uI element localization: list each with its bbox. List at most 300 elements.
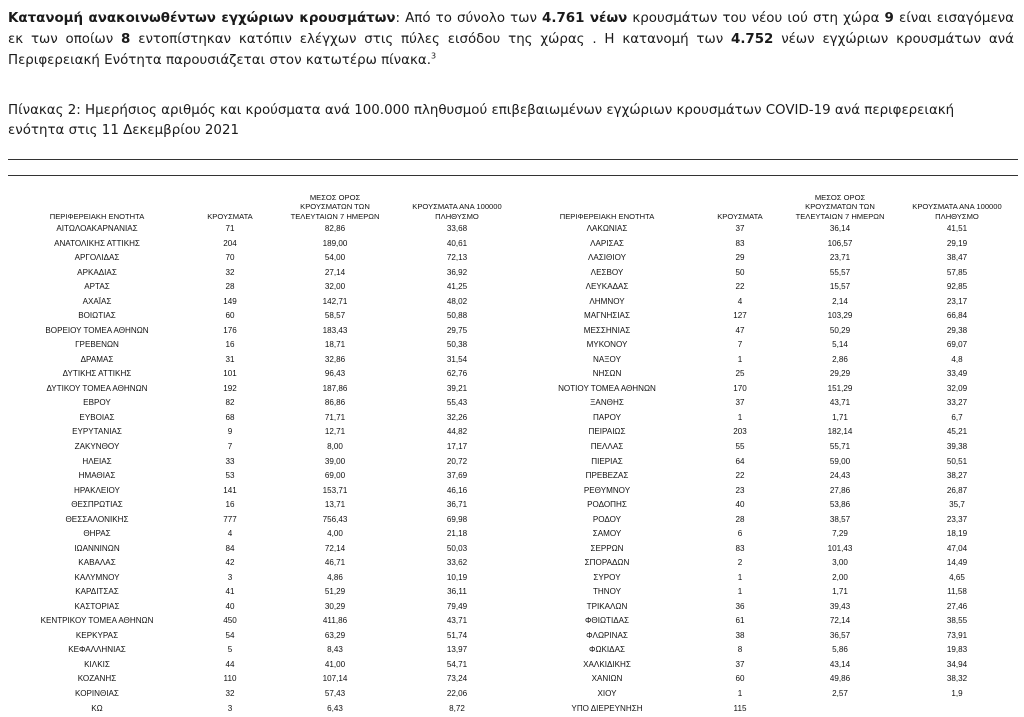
- header-per100k-line: ΠΛΗΘΥΣΜΟ: [435, 211, 479, 221]
- cases-cell: 203: [733, 427, 747, 437]
- cases-cell: 60: [735, 674, 745, 684]
- cases-cell: 40: [225, 601, 235, 611]
- avg7-cell: 2,14: [832, 296, 848, 306]
- region-cell: ΠΕΙΡΑΙΩΣ: [588, 427, 626, 437]
- region-cell: ΚΑΣΤΟΡΙΑΣ: [74, 601, 120, 611]
- top-rule: [8, 159, 1018, 160]
- per100k-cell: 20,72: [446, 456, 468, 466]
- avg7-cell: 18,71: [324, 340, 346, 350]
- avg7-cell: 24,43: [829, 471, 851, 481]
- region-cell: ΘΕΣΠΡΩΤΙΑΣ: [71, 500, 123, 510]
- per100k-cell: 50,03: [446, 543, 468, 553]
- table-caption: Πίνακας 2: Ημερήσιος αριθμός και κρούσματα ανά 100.000 πληθυσμού επιβεβαιωμένων εγχώριων κρουσμάτων COVID-19 ανά περιφερειακή ενότητα στις 11 Δεκεμβρίου 2021: [8, 103, 955, 138]
- region-cell: ΑΡΤΑΣ: [84, 282, 110, 292]
- avg7-cell: 183,43: [322, 325, 348, 335]
- table-row: [8, 222, 1018, 237]
- cases-cell: 149: [223, 296, 237, 306]
- per100k-cell: 23,37: [946, 514, 968, 524]
- intro-text: εντοπίστηκαν κατόπιν ελέγχων στις πύλες εισόδου της χώρας . Η κατανομή των: [130, 32, 732, 47]
- per100k-cell: 44,82: [446, 427, 468, 437]
- header-avg7: [784, 193, 896, 222]
- region-cell: ΘΗΡΑΣ: [83, 529, 111, 539]
- cases-cell: 53: [225, 471, 235, 481]
- cases-cell: 68: [225, 412, 235, 422]
- table-row: [8, 629, 1018, 644]
- per100k-cell: 19,83: [946, 645, 968, 655]
- header-avg7-line: ΜΕΣΟΣ ΟΡΟΣ: [309, 192, 361, 202]
- avg7-cell: 29,29: [829, 369, 851, 379]
- cases-cell: 101: [223, 369, 237, 379]
- region-cell: ΚΟΡΙΝΘΙΑΣ: [75, 689, 119, 698]
- table-row: [8, 498, 1018, 513]
- region-cell: ΙΩΑΝΝΙΝΩΝ: [74, 543, 120, 553]
- per100k-cell: 50,51: [946, 456, 968, 466]
- avg7-cell: 151,29: [827, 383, 853, 393]
- avg7-cell: 71,71: [324, 412, 346, 422]
- region-cell: ΛΕΥΚΑΔΑΣ: [585, 282, 629, 292]
- region-cell: ΦΛΩΡΙΝΑΣ: [586, 630, 628, 640]
- cases-cell: 5: [227, 645, 233, 655]
- avg7-cell: 53,86: [829, 500, 851, 510]
- region-cell: ΒΟΡΕΙΟΥ ΤΟΜΕΑ ΑΘΗΝΩΝ: [45, 325, 149, 335]
- region-cell: ΡΟΔΟΥ: [592, 514, 622, 524]
- per100k-cell: 69,98: [446, 514, 468, 524]
- cases-cell: 3: [227, 572, 233, 582]
- per100k-cell: 38,47: [946, 253, 968, 263]
- per100k-cell: 46,16: [446, 485, 468, 495]
- per100k-cell: 33,27: [946, 398, 968, 408]
- cases-cell: 141: [223, 485, 237, 495]
- per100k-cell: 18,19: [946, 529, 968, 539]
- avg7-cell: 3,00: [832, 558, 848, 568]
- avg7-cell: 36,57: [829, 630, 851, 640]
- table-row: [8, 527, 1018, 542]
- region-cell: ΧΑΛΚΙΔΙΚΗΣ: [583, 659, 631, 669]
- cases-cell: 1: [737, 572, 743, 582]
- cases-cell: 41: [225, 587, 235, 597]
- cases-cell: 115: [733, 703, 747, 713]
- cases-cell: 54: [225, 630, 235, 640]
- per100k-cell: 34,94: [946, 659, 968, 669]
- cases-cell: 23: [735, 485, 745, 495]
- avg7-cell: 55,71: [829, 441, 851, 451]
- avg7-cell: 6,43: [327, 703, 343, 713]
- avg7-cell: 153,71: [322, 485, 348, 495]
- per100k-cell: 1,9: [951, 689, 963, 698]
- table-header: [8, 181, 1018, 221]
- table-row: [8, 585, 1018, 600]
- region-cell: ΚΩ: [91, 703, 103, 713]
- per100k-cell: 57,85: [946, 267, 968, 277]
- per100k-cell: 4,65: [949, 572, 965, 582]
- intro-total-new: 4.761 νέων: [542, 11, 628, 26]
- cases-cell: 1: [737, 354, 743, 364]
- per100k-cell: 38,55: [946, 616, 968, 626]
- region-cell: ΜΑΓΝΗΣΙΑΣ: [584, 311, 630, 321]
- cases-cell: 4: [737, 296, 743, 306]
- per100k-cell: 92,85: [946, 282, 968, 292]
- avg7-cell: 107,14: [322, 674, 348, 684]
- avg7-cell: 86,86: [324, 398, 346, 408]
- avg7-cell: 7,29: [832, 529, 848, 539]
- avg7-cell: 55,57: [829, 267, 851, 277]
- per100k-cell: 54,71: [446, 659, 468, 669]
- cases-cell: 22: [735, 471, 745, 481]
- region-cell: ΡΕΘΥΜΝΟΥ: [583, 485, 631, 495]
- avg7-cell: 15,57: [829, 282, 851, 292]
- region-cell: ΜΥΚΟΝΟΥ: [586, 340, 628, 350]
- intro-text: νέων εγχώριων κρουσμάτων ανά Περιφερειακή Ενότητα παρουσιάζεται στον κατωτέρω πίνακα.: [8, 32, 1014, 68]
- region-cell: ΠΡΕΒΕΖΑΣ: [585, 471, 629, 481]
- cases-cell: 61: [735, 616, 745, 626]
- table-row: [8, 643, 1018, 658]
- cases-cell: 31: [225, 354, 235, 364]
- avg7-cell: 46,71: [324, 558, 346, 568]
- per100k-cell: 32,26: [446, 412, 468, 422]
- per100k-cell: 79,49: [446, 601, 468, 611]
- per100k-cell: 66,84: [946, 311, 968, 321]
- table-row: [8, 382, 1018, 397]
- cases-table: [8, 222, 1018, 716]
- avg7-cell: 8,00: [327, 441, 343, 451]
- header-per100k-line: ΠΛΗΘΥΣΜΟ: [935, 211, 979, 221]
- avg7-cell: 57,43: [324, 689, 346, 698]
- region-cell: ΛΑΚΩΝΙΑΣ: [586, 224, 628, 233]
- cases-cell: 36: [735, 601, 745, 611]
- region-cell: ΛΑΣΙΘΙΟΥ: [587, 253, 627, 263]
- per100k-cell: 33,49: [946, 369, 968, 379]
- avg7-cell: 30,29: [324, 601, 346, 611]
- region-cell: ΚΑΡΔΙΤΣΑΣ: [75, 587, 119, 597]
- intro-domestic: 4.752: [731, 32, 774, 47]
- region-cell: ΜΕΣΣΗΝΙΑΣ: [583, 325, 631, 335]
- region-cell: ΖΑΚΥΝΘΟΥ: [74, 441, 120, 451]
- table-row: [8, 614, 1018, 629]
- table-row: [8, 309, 1018, 324]
- per100k-cell: 8,72: [449, 703, 465, 713]
- cases-cell: 7: [737, 340, 743, 350]
- table-row: [8, 411, 1018, 426]
- avg7-cell: 38,57: [829, 514, 851, 524]
- cases-cell: 37: [735, 224, 745, 233]
- per100k-cell: 33,62: [446, 558, 468, 568]
- region-cell: ΔΥΤΙΚΟΥ ΤΟΜΕΑ ΑΘΗΝΩΝ: [46, 383, 148, 393]
- cases-cell: 170: [733, 383, 747, 393]
- region-cell: ΑΡΚΑΔΙΑΣ: [77, 267, 117, 277]
- header-region: ΠΕΡΙΦΕΡΕΙΑΚΗ ΕΝΟΤΗΤΑ: [49, 211, 145, 221]
- region-cell: ΠΑΡΟΥ: [592, 412, 622, 422]
- avg7-cell: 756,43: [322, 514, 348, 524]
- per100k-cell: 11,58: [947, 587, 967, 597]
- cases-cell: 71: [225, 224, 235, 233]
- per100k-cell: 51,74: [446, 630, 468, 640]
- region-cell: ΣΕΡΡΩΝ: [590, 543, 624, 553]
- intro-heading: Κατανομή ανακοινωθέντων εγχώριων κρουσμάτων: [8, 11, 396, 26]
- avg7-cell: 32,86: [324, 354, 346, 364]
- region-cell: ΗΡΑΚΛΕΙΟΥ: [74, 485, 120, 495]
- region-cell: ΧΙΟΥ: [597, 689, 617, 698]
- cases-cell: 44: [225, 659, 235, 669]
- header-avg7-line: ΚΡΟΥΣΜΑΤΩΝ ΤΩΝ: [300, 202, 370, 211]
- avg7-cell: 103,29: [827, 311, 853, 321]
- avg7-cell: 41,00: [324, 659, 346, 669]
- cases-cell: 50: [735, 267, 745, 277]
- region-cell: ΔΡΑΜΑΣ: [80, 354, 114, 364]
- cases-cell: 32: [225, 689, 235, 698]
- region-cell: ΕΥΒΟΙΑΣ: [79, 412, 115, 422]
- per100k-cell: 27,46: [946, 601, 968, 611]
- avg7-cell: 27,86: [829, 485, 851, 495]
- avg7-cell: 50,29: [829, 325, 851, 335]
- intro-text: : Από το σύνολο των: [395, 11, 543, 26]
- region-cell: ΚΙΛΚΙΣ: [84, 659, 110, 669]
- per100k-cell: 41,25: [446, 282, 468, 292]
- per100k-cell: 73,91: [946, 630, 968, 640]
- table-row: [8, 425, 1018, 440]
- table-row: [8, 658, 1018, 673]
- per100k-cell: 62,76: [446, 369, 468, 379]
- per100k-cell: 29,38: [946, 325, 968, 335]
- avg7-cell: 72,14: [324, 543, 346, 553]
- avg7-cell: 63,29: [324, 630, 346, 640]
- region-cell: ΑΧΑΪΑΣ: [82, 296, 112, 306]
- table-row: [8, 396, 1018, 411]
- header-per100k: [896, 202, 1018, 221]
- header-region: ΠΕΡΙΦΕΡΕΙΑΚΗ ΕΝΟΤΗΤΑ: [559, 211, 655, 221]
- region-cell: ΚΑΒΑΛΑΣ: [78, 558, 116, 568]
- cases-cell: 55: [735, 441, 745, 451]
- per100k-cell: 6,7: [951, 412, 963, 422]
- intro-border: 8: [121, 32, 131, 47]
- region-cell: ΧΑΝΙΩΝ: [591, 674, 623, 684]
- avg7-cell: 51,29: [324, 587, 346, 597]
- avg7-cell: 101,43: [827, 543, 853, 553]
- region-cell: ΥΠΟ ΔΙΕΡΕΥΝΗΣΗ: [571, 703, 643, 713]
- cases-cell: 16: [225, 500, 235, 510]
- cases-cell: 1: [737, 412, 743, 422]
- region-cell: ΑΝΑΤΟΛΙΚΗΣ ΑΤΤΙΚΗΣ: [54, 238, 140, 248]
- table-top-rule: [8, 175, 1018, 176]
- region-cell: ΛΗΜΝΟΥ: [589, 296, 625, 306]
- cases-cell: 7: [227, 441, 233, 451]
- table-row: [8, 556, 1018, 571]
- cases-cell: 42: [225, 558, 235, 568]
- per100k-cell: 10,19: [446, 572, 468, 582]
- region-cell: ΣΥΡΟΥ: [593, 572, 621, 582]
- region-cell: ΚΕΡΚΥΡΑΣ: [75, 630, 119, 640]
- per100k-cell: 38,32: [946, 674, 968, 684]
- per100k-cell: 73,24: [446, 674, 468, 684]
- per100k-cell: 69,07: [946, 340, 968, 350]
- intro-text: είναι εισαγόμενα εκ των οποίων: [8, 11, 1014, 47]
- avg7-cell: 27,14: [324, 267, 346, 277]
- per100k-cell: 14,49: [946, 558, 968, 568]
- table-row: [8, 353, 1018, 368]
- header-avg7-line: ΜΕΣΟΣ ΟΡΟΣ: [814, 192, 866, 202]
- cases-cell: 38: [735, 630, 745, 640]
- region-cell: ΕΥΡΥΤΑΝΙΑΣ: [72, 427, 122, 437]
- cases-cell: 3: [227, 703, 233, 713]
- cases-cell: 8: [737, 645, 743, 655]
- cases-cell: 40: [735, 500, 745, 510]
- intro-imported: 9: [884, 11, 894, 26]
- avg7-cell: 182,14: [827, 427, 853, 437]
- cases-cell: 25: [735, 369, 745, 379]
- header-cases: ΚΡΟΥΣΜΑΤΑ: [207, 211, 253, 221]
- avg7-cell: 187,86: [322, 383, 348, 393]
- per100k-cell: 32,09: [946, 383, 968, 393]
- header-cases: ΚΡΟΥΣΜΑΤΑ: [717, 211, 763, 221]
- region-cell: ΝΟΤΙΟΥ ΤΟΜΕΑ ΑΘΗΝΩΝ: [558, 383, 656, 393]
- cases-cell: 777: [223, 514, 237, 524]
- avg7-cell: 8,43: [327, 645, 343, 655]
- avg7-cell: 39,00: [324, 456, 346, 466]
- table-row: [8, 237, 1018, 252]
- avg7-cell: 2,86: [832, 354, 848, 364]
- cases-cell: 83: [735, 238, 745, 248]
- region-cell: ΓΡΕΒΕΝΩΝ: [75, 340, 119, 350]
- region-cell: ΑΡΓΟΛΙΔΑΣ: [74, 253, 120, 263]
- table-row: [8, 251, 1018, 266]
- region-cell: ΛΕΣΒΟΥ: [590, 267, 624, 277]
- cases-cell: 29: [735, 253, 745, 263]
- avg7-cell: 2,57: [832, 689, 848, 698]
- cases-cell: 32: [225, 267, 235, 277]
- per100k-cell: 35,7: [949, 500, 965, 510]
- cases-cell: 82: [225, 398, 235, 408]
- avg7-cell: 13,71: [324, 500, 346, 510]
- header-per100k: [396, 202, 518, 221]
- cases-cell: 37: [735, 398, 745, 408]
- avg7-cell: 69,00: [324, 471, 346, 481]
- cases-cell: 60: [225, 311, 235, 321]
- per100k-cell: 47,04: [946, 543, 968, 553]
- avg7-cell: 5,14: [832, 340, 848, 350]
- region-cell: ΔΥΤΙΚΗΣ ΑΤΤΙΚΗΣ: [62, 369, 132, 379]
- cases-cell: 204: [223, 238, 237, 248]
- per100k-cell: 13,97: [446, 645, 468, 655]
- region-cell: ΘΕΣΣΑΛΟΝΙΚΗΣ: [65, 514, 129, 524]
- per100k-cell: 55,43: [446, 398, 468, 408]
- table-row: [8, 513, 1018, 528]
- avg7-cell: 411,86: [322, 616, 348, 626]
- avg7-cell: 12,71: [324, 427, 346, 437]
- avg7-cell: 72,14: [829, 616, 851, 626]
- table-row: [8, 324, 1018, 339]
- avg7-cell: 49,86: [829, 674, 851, 684]
- region-cell: ΤΗΝΟΥ: [592, 587, 622, 597]
- avg7-cell: 4,86: [327, 572, 343, 582]
- cases-cell: 192: [223, 383, 237, 393]
- region-cell: ΦΘΙΩΤΙΔΑΣ: [584, 616, 630, 626]
- intro-paragraph: [8, 8, 1014, 71]
- avg7-cell: 1,71: [832, 587, 848, 597]
- cases-cell: 22: [735, 282, 745, 292]
- table-row: [8, 600, 1018, 615]
- cases-cell: 2: [737, 558, 743, 568]
- table-row: [8, 367, 1018, 382]
- avg7-cell: 5,86: [832, 645, 848, 655]
- region-cell: ΛΑΡΙΣΑΣ: [590, 238, 624, 248]
- region-cell: ΣΑΜΟΥ: [592, 529, 622, 539]
- table-row: [8, 295, 1018, 310]
- region-cell: ΝΗΣΩΝ: [592, 369, 622, 379]
- per100k-cell: 26,87: [946, 485, 968, 495]
- per100k-cell: 29,75: [446, 325, 468, 335]
- table-row: [8, 542, 1018, 557]
- cases-cell: 4: [227, 529, 233, 539]
- region-cell: ΚΕΝΤΡΙΚΟΥ ΤΟΜΕΑ ΑΘΗΝΩΝ: [40, 616, 154, 626]
- region-cell: ΗΜΑΘΙΑΣ: [78, 471, 116, 481]
- per100k-cell: 39,38: [946, 441, 968, 451]
- header-avg7: [274, 193, 396, 222]
- header-avg7-line: ΤΕΛΕΥΤΑΙΩΝ 7 ΗΜΕΡΩΝ: [795, 211, 885, 221]
- per100k-cell: 41,51: [946, 224, 968, 233]
- region-cell: ΠΕΛΛΑΣ: [590, 441, 624, 451]
- cases-cell: 9: [227, 427, 233, 437]
- per100k-cell: 23,17: [946, 296, 968, 306]
- avg7-cell: 36,14: [829, 224, 851, 233]
- per100k-cell: [896, 702, 1018, 717]
- per100k-cell: 4,8: [951, 354, 963, 364]
- avg7-cell: 82,86: [324, 224, 346, 233]
- region-cell: ΦΩΚΙΔΑΣ: [589, 645, 625, 655]
- table-row: [8, 687, 1018, 702]
- cases-cell: 83: [735, 543, 745, 553]
- per100k-cell: 43,71: [446, 616, 468, 626]
- per100k-cell: 36,92: [446, 267, 468, 277]
- per100k-cell: 37,69: [446, 471, 468, 481]
- cases-cell: 33: [225, 456, 235, 466]
- table-row: [8, 571, 1018, 586]
- avg7-cell: 58,57: [324, 311, 346, 321]
- per100k-cell: 48,02: [446, 296, 468, 306]
- region-cell: ΞΑΝΘΗΣ: [590, 398, 624, 408]
- per100k-cell: 31,54: [446, 354, 468, 364]
- per100k-cell: 45,21: [946, 427, 968, 437]
- table-row: [8, 338, 1018, 353]
- per100k-cell: 22,06: [446, 689, 468, 698]
- per100k-cell: 21,18: [446, 529, 468, 539]
- table-row: [8, 280, 1018, 295]
- avg7-cell: 96,43: [324, 369, 346, 379]
- avg7-cell: 142,71: [322, 296, 348, 306]
- avg7-cell: 43,14: [829, 659, 851, 669]
- avg7-cell: [784, 702, 896, 717]
- cases-cell: 450: [223, 616, 237, 626]
- region-cell: ΡΟΔΟΠΗΣ: [587, 500, 627, 510]
- cases-cell: 70: [225, 253, 235, 263]
- table-row: [8, 266, 1018, 281]
- avg7-cell: 189,00: [322, 238, 348, 248]
- cases-cell: 110: [223, 674, 237, 684]
- avg7-cell: 4,00: [327, 529, 343, 539]
- header-per100k-line: ΚΡΟΥΣΜΑΤΑ ΑΝΑ 100000: [912, 202, 1002, 211]
- region-cell: ΑΙΤΩΛΟΑΚΑΡΝΑΝΙΑΣ: [56, 224, 138, 233]
- cases-cell: 37: [735, 659, 745, 669]
- header-per100k-line: ΚΡΟΥΣΜΑΤΑ ΑΝΑ 100000: [412, 202, 502, 211]
- per100k-cell: 50,88: [446, 311, 468, 321]
- cases-cell: 127: [733, 311, 747, 321]
- header-avg7-line: ΤΕΛΕΥΤΑΙΩΝ 7 ΗΜΕΡΩΝ: [290, 211, 380, 221]
- region-cell: ΗΛΕΙΑΣ: [82, 456, 112, 466]
- cases-cell: 28: [735, 514, 745, 524]
- footnote-mark: 3: [430, 51, 437, 61]
- avg7-cell: 32,00: [324, 282, 346, 292]
- avg7-cell: 106,57: [827, 238, 853, 248]
- region-cell: ΒΟΙΩΤΙΑΣ: [78, 311, 116, 321]
- avg7-cell: 54,00: [324, 253, 346, 263]
